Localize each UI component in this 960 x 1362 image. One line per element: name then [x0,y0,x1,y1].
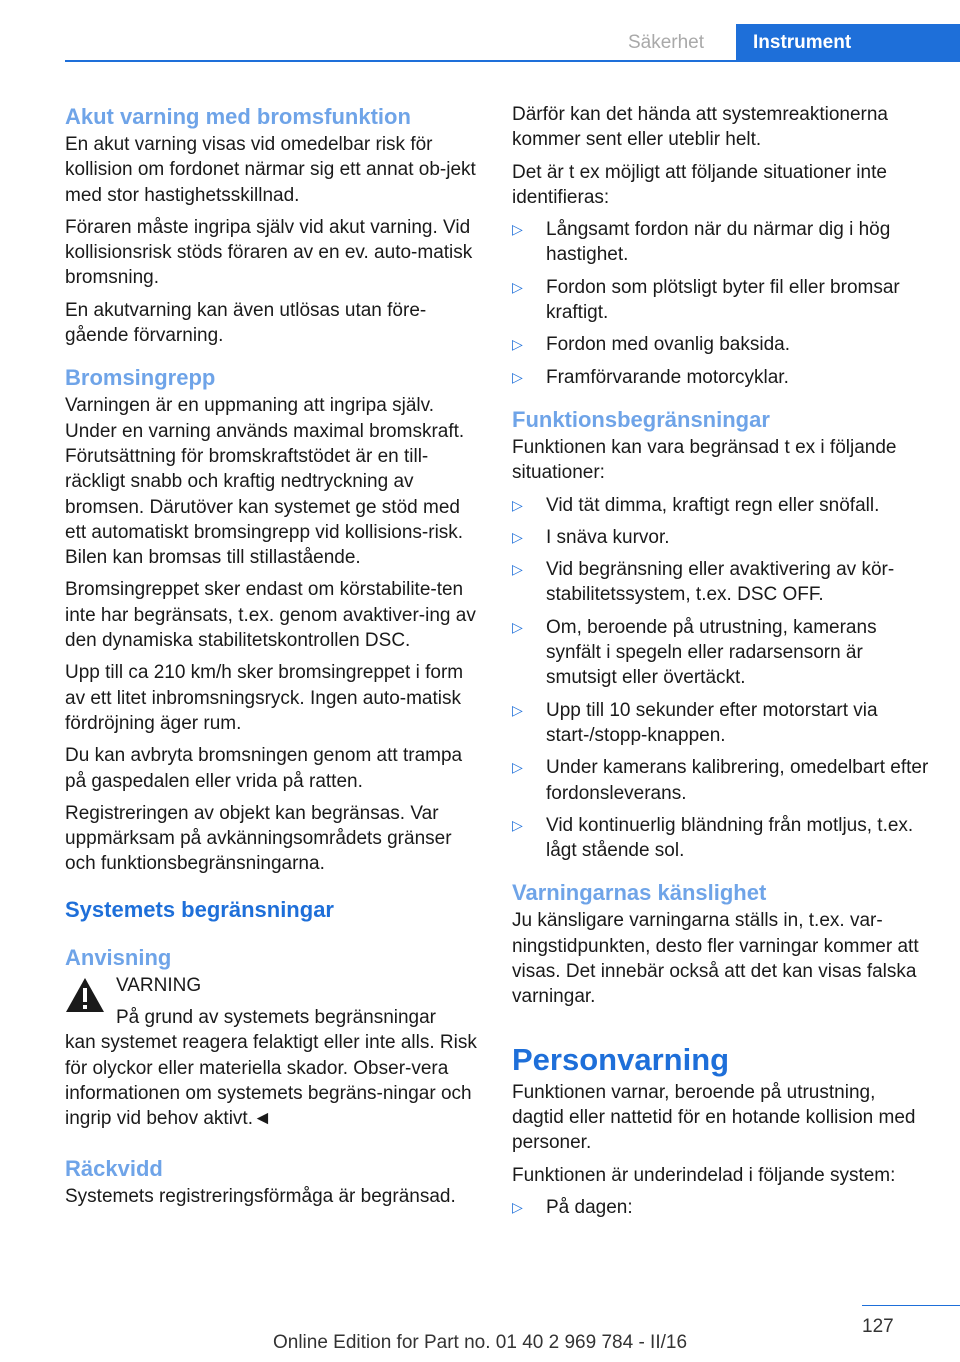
warning-title: VARNING [116,974,202,996]
paragraph: Ju känsligare varningarna ställs in, t.ex. var-ningstidpunkten, desto fler varningar kommer att visas. Det innebär också att det kan visas falska varningar. [512,910,919,1008]
heading-emergency-warning: Akut varning med bromsfunktion [65,104,411,129]
paragraph: En akut varning visas vid omedelbar risk för kollision om fordonet närmar sig ett annat ob-jekt med stor hastighetsskillnad. [65,134,476,206]
triangle-bullet-icon: ▷ [512,759,523,776]
list-item: ▷ Fordon med ovanlig baksida. [512,332,932,357]
paragraph: Det är t ex möjligt att följande situationer inte identifieras: [512,161,887,208]
bullet-list-undetected [512,217,932,390]
triangle-bullet-icon: ▷ [512,496,523,513]
list-item: ▷ I snäva kurvor. [512,525,932,550]
list-item: ▷ Vid tät dimma, kraftigt regn eller snöfall. [512,493,932,518]
heading-function-limits: Funktionsbegränsningar [512,406,770,432]
list-item: ▷ Upp till 10 sekunder efter motorstart via start-/stopp-knappen. [512,699,878,746]
heading-person-warning: Personvarning [512,1041,730,1077]
paragraph: Upp till ca 210 km/h sker bromsingreppet i form av ett litet inbromsningsryck. Ingen auto-matisk fördröjning äger rum. [65,662,464,734]
heading-system-limits: Systemets begränsningar [65,896,334,922]
page-footer [0,1332,960,1354]
paragraph: Föraren måste ingripa själv vid akut varning. Vid kollisionsrisk stöds föraren av en ev. auto-matisk bromsning. [65,216,473,289]
triangle-bullet-icon: ▷ [512,816,523,833]
warning-text-line1: På grund av systemets begränsningar [116,1007,437,1029]
paragraph: Funktionen kan vara begränsad t ex i följande situationer: [512,436,897,484]
triangle-bullet-icon: ▷ [512,368,523,385]
edition-text: Online Edition for Part no. 01 40 2 969 784 - II/16 [272,1332,688,1353]
triangle-bullet-icon: ▷ [512,278,523,295]
warning-block [65,973,483,1132]
warning-text: kan systemet reagera felaktigt eller inte alls. Risk för olyckor eller materiella skador. Obser-vera informationen om systemets begräns-ningar och ingrip vid behov aktivt.◄ [65,1032,477,1130]
paragraph: Funktionen varnar, beroende på utrustning, dagtid eller nattetid för en hotande kollision med personer. [512,1081,916,1154]
left-column [65,102,483,1216]
list-item: ▷ Under kamerans kalibrering, omedelbart efter fordonsleverans. [512,757,929,804]
paragraph: Systemets registreringsförmåga är begränsad. [65,1185,456,1207]
triangle-bullet-icon: ▷ [512,701,523,718]
page-number: 127 [862,1316,894,1337]
heading-note: Anvisning [65,944,172,970]
triangle-bullet-icon: ▷ [512,221,523,238]
heading-brake-intervention: Bromsingrepp [65,365,216,391]
paragraph: Registreringen av objekt kan begränsas. Var uppmärksam på avkänningsområdets gränser och funktionsbegränsningarna. [65,802,452,875]
paragraph: Du kan avbryta bromsningen genom att trampa på gaspedalen eller vrida på ratten. [65,745,463,792]
section-tab[interactable]: Säkerhet [627,32,704,53]
triangle-bullet-icon: ▷ [512,618,523,635]
heading-warning-sensitivity: Varningarnas känslighet [512,880,767,906]
list-item: ▷ Fordon som plötsligt byter fil eller bromsar kraftigt. [512,276,900,324]
triangle-bullet-icon: ▷ [512,1198,523,1215]
paragraph: Därför kan det hända att systemreaktionerna kommer sent eller uteblir helt. [512,104,888,151]
warning-triangle-icon [65,977,105,1013]
triangle-bullet-icon: ▷ [512,561,523,578]
list-item: ▷ Vid kontinuerlig bländning från motljus, t.ex. lågt stående sol. [512,814,914,862]
page-header [0,24,960,62]
list-item: ▷ Framförvarande motorcyklar. [512,365,932,390]
paragraph: En akutvarning kan även utlösas utan före-gående förvarning. [65,299,427,347]
header-rule [65,60,960,62]
bullet-list-systems [512,1195,932,1220]
list-item: ▷ Långsamt fordon när du närmar dig i hög hastighet. [512,219,891,266]
list-item: ▷ Om, beroende på utrustning, kamerans synfält i spegeln eller radarsensorn är smutsigt eller övertäckt. [512,616,877,689]
paragraph: Varningen är en uppmaning att ingripa själv. Under en varning används maximal bromskraft. Förutsättning för bromskraftstödet är en till-räckligt snabb och kraftig nedtryckning av bromsen. Därutöver kan systemet ge stöd med ett automatiskt bromsingrepp vid kollisions-risk. Bilen kan bromsas till stillastående. [65,395,465,569]
list-item: ▷ På dagen: [512,1195,932,1220]
paragraph: Bromsingreppet sker endast om körstabilite-ten inte har begränsats, t.ex. genom avaktiver-ing av den dynamiska stabilitetskontrollen DSC. [65,579,476,652]
bullet-list-limits [512,493,932,864]
list-item: ▷ Vid begränsning eller avaktivering av kör-stabilitetssystem, t.ex. DSC OFF. [512,559,895,606]
footer-rule [862,1305,960,1306]
triangle-bullet-icon: ▷ [512,528,523,545]
heading-range: Räckvidd [65,1155,163,1181]
chapter-tab-active[interactable]: Instrument [736,24,960,62]
triangle-bullet-icon: ▷ [512,336,523,353]
right-column [512,102,932,1227]
paragraph: Funktionen är underindelad i följande system: [512,1164,896,1186]
